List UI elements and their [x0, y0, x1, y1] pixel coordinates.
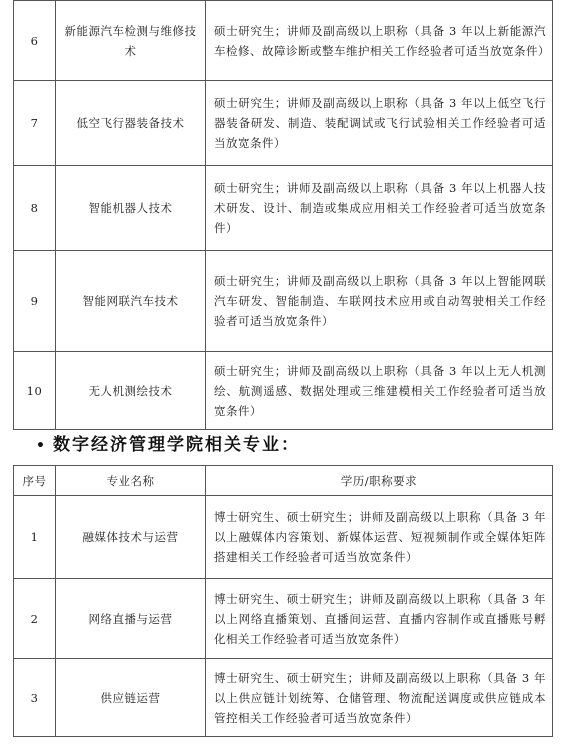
row-number: 6: [14, 1, 56, 81]
section-heading-text: 数字经济管理学院相关专业：: [52, 435, 300, 455]
requirement-text: 硕士研究生；讲师及副高级以上职称（具备 3 年以上新能源汽车检修、故障诊断或整车维护相关工作经验者可适当放宽条件）: [206, 1, 553, 81]
major-name: 新能源汽车检测与维修技术: [56, 1, 206, 81]
major-name: 融媒体技术与运营: [56, 496, 206, 579]
major-name: 智能网联汽车技术: [56, 251, 206, 352]
row-number: 8: [14, 166, 56, 251]
requirement-text: 硕士研究生；讲师及副高级以上职称（具备 3 年以上低空飞行器装备研发、制造、装配调试或飞行试验相关工作经验者可适当放宽条件）: [206, 81, 553, 166]
table-row: [14, 166, 553, 251]
row-number: 2: [14, 579, 56, 659]
major-name: 网络直播与运营: [56, 579, 206, 659]
row-number: 7: [14, 81, 56, 166]
table-row: [14, 579, 553, 659]
requirement-text: 博士研究生、硕士研究生；讲师及副高级以上职称（具备 3 年以上网络直播策划、直播间运营、直播内容制作或直播账号孵化相关工作经验者可适当放宽条件）: [206, 579, 553, 659]
digital-economy-majors-table: [13, 465, 553, 737]
bullet-icon: •: [36, 438, 47, 454]
table-row: [14, 251, 553, 352]
row-number: 10: [14, 352, 56, 430]
requirement-text: 博士研究生、硕士研究生；讲师及副高级以上职称（具备 3 年以上供应链计划统筹、仓储管理、物流配送调度或供应链成本管控相关工作经验者可适当放宽条件）: [206, 659, 553, 737]
table-row: [14, 81, 553, 166]
header-num: 序号: [14, 466, 56, 496]
table-row: [14, 1, 553, 81]
major-name: 智能机器人技术: [56, 166, 206, 251]
major-name: 低空飞行器装备技术: [56, 81, 206, 166]
row-number: 1: [14, 496, 56, 579]
requirement-text: 硕士研究生；讲师及副高级以上职称（具备 3 年以上机器人技术研发、设计、制造或集成应用相关工作经验者可适当放宽条件）: [206, 166, 553, 251]
section-heading: [36, 430, 300, 460]
row-number: 3: [14, 659, 56, 737]
table-header-row: [14, 466, 553, 496]
table-row: [14, 352, 553, 430]
requirement-text: 硕士研究生；讲师及副高级以上职称（具备 3 年以上无人机测绘、航测遥感、数据处理或三维建模相关工作经验者可适当放宽条件）: [206, 352, 553, 430]
header-name: 专业名称: [56, 466, 206, 496]
header-requirement: 学历/职称要求: [206, 466, 553, 496]
table-row: [14, 496, 553, 579]
major-name: 供应链运营: [56, 659, 206, 737]
majors-table-continued: [13, 0, 553, 430]
table-row: [14, 659, 553, 737]
row-number: 9: [14, 251, 56, 352]
major-name: 无人机测绘技术: [56, 352, 206, 430]
requirement-text: 博士研究生、硕士研究生；讲师及副高级以上职称（具备 3 年以上融媒体内容策划、新媒体运营、短视频制作或全媒体矩阵搭建相关工作经验者可适当放宽条件）: [206, 496, 553, 579]
requirement-text: 硕士研究生；讲师及副高级以上职称（具备 3 年以上智能网联汽车研发、智能制造、车联网技术应用或自动驾驶相关工作经验者可适当放宽条件）: [206, 251, 553, 352]
